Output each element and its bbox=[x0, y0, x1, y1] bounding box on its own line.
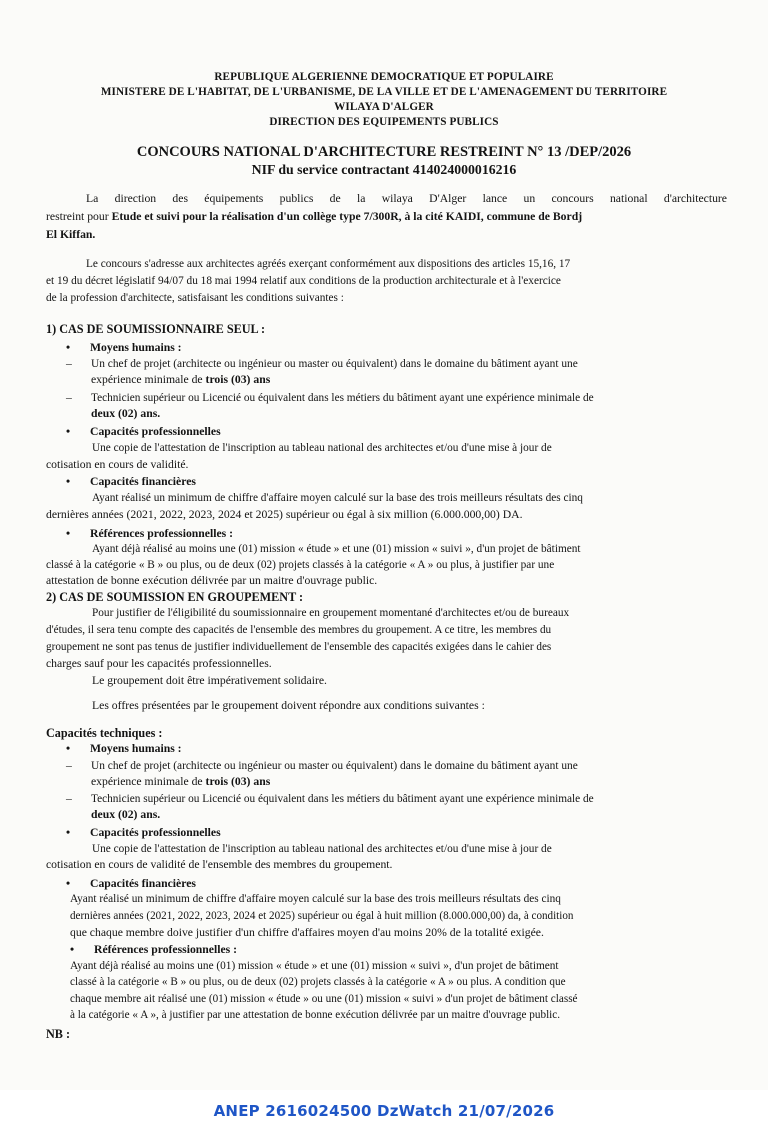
s1-ref-l3: attestation de bonne exécution délivrée par un maitre d'ouvrage public. bbox=[46, 574, 378, 587]
project-title-end: El Kiffan. bbox=[46, 228, 96, 241]
s2-capfin-l2: dernières années (2021, 2022, 2023, 2024 et 2025) supérieur ou égal à huit million (8.000.000,00) da, à condition bbox=[70, 910, 574, 922]
s2-captech-heading: Capacités techniques : bbox=[46, 726, 163, 740]
s1-capfin-l1: Ayant réalisé un minimum de chiffre d'affaire moyen calculé sur la base des trois meilleurs résultats des cinq bbox=[92, 492, 583, 504]
s2-ref-l3: chaque membre ait réalisé une (01) mission « étude » ou une (01) mission « suivi » d'un projet de bâtiment classé bbox=[70, 993, 578, 1005]
dash-icon: – bbox=[66, 792, 72, 805]
s1-moyens-d1-l1: Un chef de projet (architecte ou ingénieur ou master ou équivalent) dans le domaine du bâtiment ayant une bbox=[91, 358, 578, 370]
s2-moyens-d2-l2: deux (02) ans. bbox=[91, 808, 161, 821]
bullet-icon: • bbox=[66, 742, 71, 755]
header-republic: REPUBLIQUE ALGERIENNE DEMOCRATIQUE ET POPULAIRE bbox=[214, 71, 554, 83]
s2-capprof-l2: cotisation en cours de validité de l'ensemble des membres du groupement. bbox=[46, 858, 393, 871]
dash-icon: – bbox=[66, 357, 72, 370]
nif-line: NIF du service contractant 414024000016216 bbox=[251, 162, 517, 177]
s1-capprof-l2: cotisation en cours de validité. bbox=[46, 458, 189, 471]
bullet-icon: • bbox=[66, 527, 71, 540]
s2-moyens-d1-l2-prefix: expérience minimale de bbox=[91, 775, 206, 788]
intro-p1-line2-prefix: restreint pour bbox=[46, 210, 112, 223]
s2-p1-l4: charges sauf pour les capacités professionnelles. bbox=[46, 657, 272, 670]
s2-p1-l1: Pour justifier de l'éligibilité du soumissionnaire en groupement momentané d'architectes et/ou de bureaux bbox=[92, 607, 570, 619]
section1-heading: 1) CAS DE SOUMISSIONNAIRE SEUL : bbox=[46, 322, 266, 336]
project-title: Etude et suivi pour la réalisation d'un collège type 7/300R, à la cité KAIDI, commune de Bordj bbox=[111, 210, 583, 223]
s2-capprof-l1: Une copie de l'attestation de l'inscription au tableau national des architectes et/ou d'une mise à jour de bbox=[92, 843, 552, 855]
header-ministry: MINISTERE DE L'HABITAT, DE L'URBANISME, DE LA VILLE ET DE L'AMENAGEMENT DU TERRITOIRE bbox=[100, 86, 668, 98]
bullet-icon: • bbox=[66, 475, 71, 488]
bullet-icon: • bbox=[66, 425, 71, 438]
s2-ref-l2: classé à la catégorie « B » ou plus, ou de deux (02) projets classés à la catégorie « A » ou plus. A condition que bbox=[70, 976, 566, 988]
intro-p1-line2 bbox=[46, 209, 582, 226]
dash-icon: – bbox=[66, 759, 72, 772]
s2-capfin-l1: Ayant réalisé un minimum de chiffre d'affaire moyen calculé sur la base des trois meilleurs résultats des cinq bbox=[70, 893, 561, 905]
s2-ref-label: Références professionnelles : bbox=[94, 943, 238, 956]
s2-capfin-l3: que chaque membre doive justifier d'un chiffre d'affaires moyen d'au moins 20% de la totalité exigée. bbox=[70, 926, 544, 939]
s1-moyens-d1-l2-prefix: expérience minimale de bbox=[91, 373, 206, 386]
s1-capfin-label: Capacités financières bbox=[90, 475, 196, 488]
intro-p2-line3: de la profession d'architecte, satisfaisant les conditions suivantes : bbox=[46, 292, 344, 304]
s1-moyens-d1-l2 bbox=[91, 372, 270, 389]
header-direction: DIRECTION DES EQUIPEMENTS PUBLICS bbox=[269, 116, 499, 128]
s2-moyens-bullet bbox=[66, 741, 182, 757]
s1-capfin-l2: dernières années (2021, 2022, 2023, 2024 et 2025) supérieur ou égal à six million (6.000.000,00) DA. bbox=[46, 508, 523, 521]
bullet-icon: • bbox=[66, 826, 71, 839]
bullet-icon: • bbox=[70, 943, 75, 956]
header-wilaya: WILAYA D'ALGER bbox=[334, 101, 434, 113]
s2-ref-bullet bbox=[70, 942, 237, 958]
s1-capprof-label: Capacités professionnelles bbox=[90, 425, 221, 438]
s1-ref-l2: classé à la catégorie « B » ou plus, ou de deux (02) projets classés à la catégorie « A » ou plus, à justifier par une bbox=[46, 559, 555, 571]
s2-p1-l2: d'études, il sera tenu compte des capacités de l'ensemble des membres du groupement. A ce titre, les membres du bbox=[46, 624, 552, 636]
s1-moyens-d2-l2: deux (02) ans. bbox=[91, 407, 161, 420]
s2-moyens-d1-l2 bbox=[91, 774, 270, 791]
bullet-icon: • bbox=[66, 877, 71, 890]
s2-moyens-d1-l2-bold: trois (03) ans bbox=[205, 775, 271, 788]
dash-icon: – bbox=[66, 391, 72, 404]
publication-footer: ANEP 2616024500 DzWatch 21/07/2026 bbox=[213, 1102, 555, 1120]
s2-moyens-d2-l1: Technicien supérieur ou Licencié ou équivalent dans les métiers du bâtiment ayant une expérience minimale de bbox=[91, 793, 594, 805]
nb-label: NB : bbox=[46, 1027, 71, 1041]
section2-heading: 2) CAS DE SOUMISSION EN GROUPEMENT : bbox=[46, 590, 304, 604]
s1-capprof-l1: Une copie de l'attestation de l'inscription au tableau national des architectes et/ou d'une mise à jour de bbox=[92, 442, 552, 454]
s2-p3: Les offres présentées par le groupement doivent répondre aux conditions suivantes : bbox=[92, 699, 485, 712]
s2-moyens-label: Moyens humains : bbox=[90, 742, 182, 755]
s2-capprof-bullet bbox=[66, 825, 221, 841]
intro-p2-line2: et 19 du décret législatif 94/07 du 18 mai 1994 relatif aux conditions de la production architecturale et à l'exercice bbox=[46, 275, 561, 287]
s1-moyens-d2-l1: Technicien supérieur ou Licencié ou équivalent dans les métiers du bâtiment ayant une expérience minimale de bbox=[91, 392, 594, 404]
page-title: CONCOURS NATIONAL D'ARCHITECTURE RESTREINT N° 13 /DEP/2026 bbox=[136, 144, 632, 160]
s2-capfin-label: Capacités financières bbox=[90, 877, 196, 890]
s2-p1-l3: groupement ne sont pas tenus de justifier individuellement de l'ensemble des capacités exigées dans le cahier des bbox=[46, 641, 552, 653]
s1-moyens-bullet bbox=[66, 340, 182, 356]
s1-moyens-d1-l2-bold: trois (03) ans bbox=[205, 373, 271, 386]
s1-ref-label: Références professionnelles : bbox=[90, 527, 234, 540]
s1-ref-l1: Ayant déjà réalisé au moins une (01) mission « étude » et une (01) mission « suivi », d'un projet de bâtiment bbox=[92, 543, 581, 555]
s1-ref-bullet bbox=[66, 526, 233, 542]
s2-moyens-d1-l1: Un chef de projet (architecte ou ingénieur ou master ou équivalent) dans le domaine du bâtiment ayant une bbox=[91, 760, 578, 772]
s2-capprof-label: Capacités professionnelles bbox=[90, 826, 221, 839]
s2-ref-l4: à la catégorie « A », à justifier par une attestation de bonne exécution délivrée par un maitre d'ouvrage public. bbox=[70, 1009, 561, 1021]
intro-p1-line1: La direction des équipements publics de la wilaya D'Alger lance un concours national d'architecture bbox=[86, 192, 727, 205]
s2-p2: Le groupement doit être impérativement solidaire. bbox=[92, 674, 327, 687]
s1-moyens-label: Moyens humains : bbox=[90, 341, 182, 354]
s2-ref-l1: Ayant déjà réalisé au moins une (01) mission « étude » et une (01) mission « suivi », d'un projet de bâtiment bbox=[70, 960, 559, 972]
s1-capprof-bullet bbox=[66, 424, 221, 440]
s1-capfin-bullet bbox=[66, 474, 196, 490]
intro-p2-line1: Le concours s'adresse aux architectes agréés exerçant conformément aux dispositions des articles 15,16, 17 bbox=[86, 258, 571, 270]
bullet-icon: • bbox=[66, 341, 71, 354]
s2-capfin-bullet bbox=[66, 876, 196, 892]
